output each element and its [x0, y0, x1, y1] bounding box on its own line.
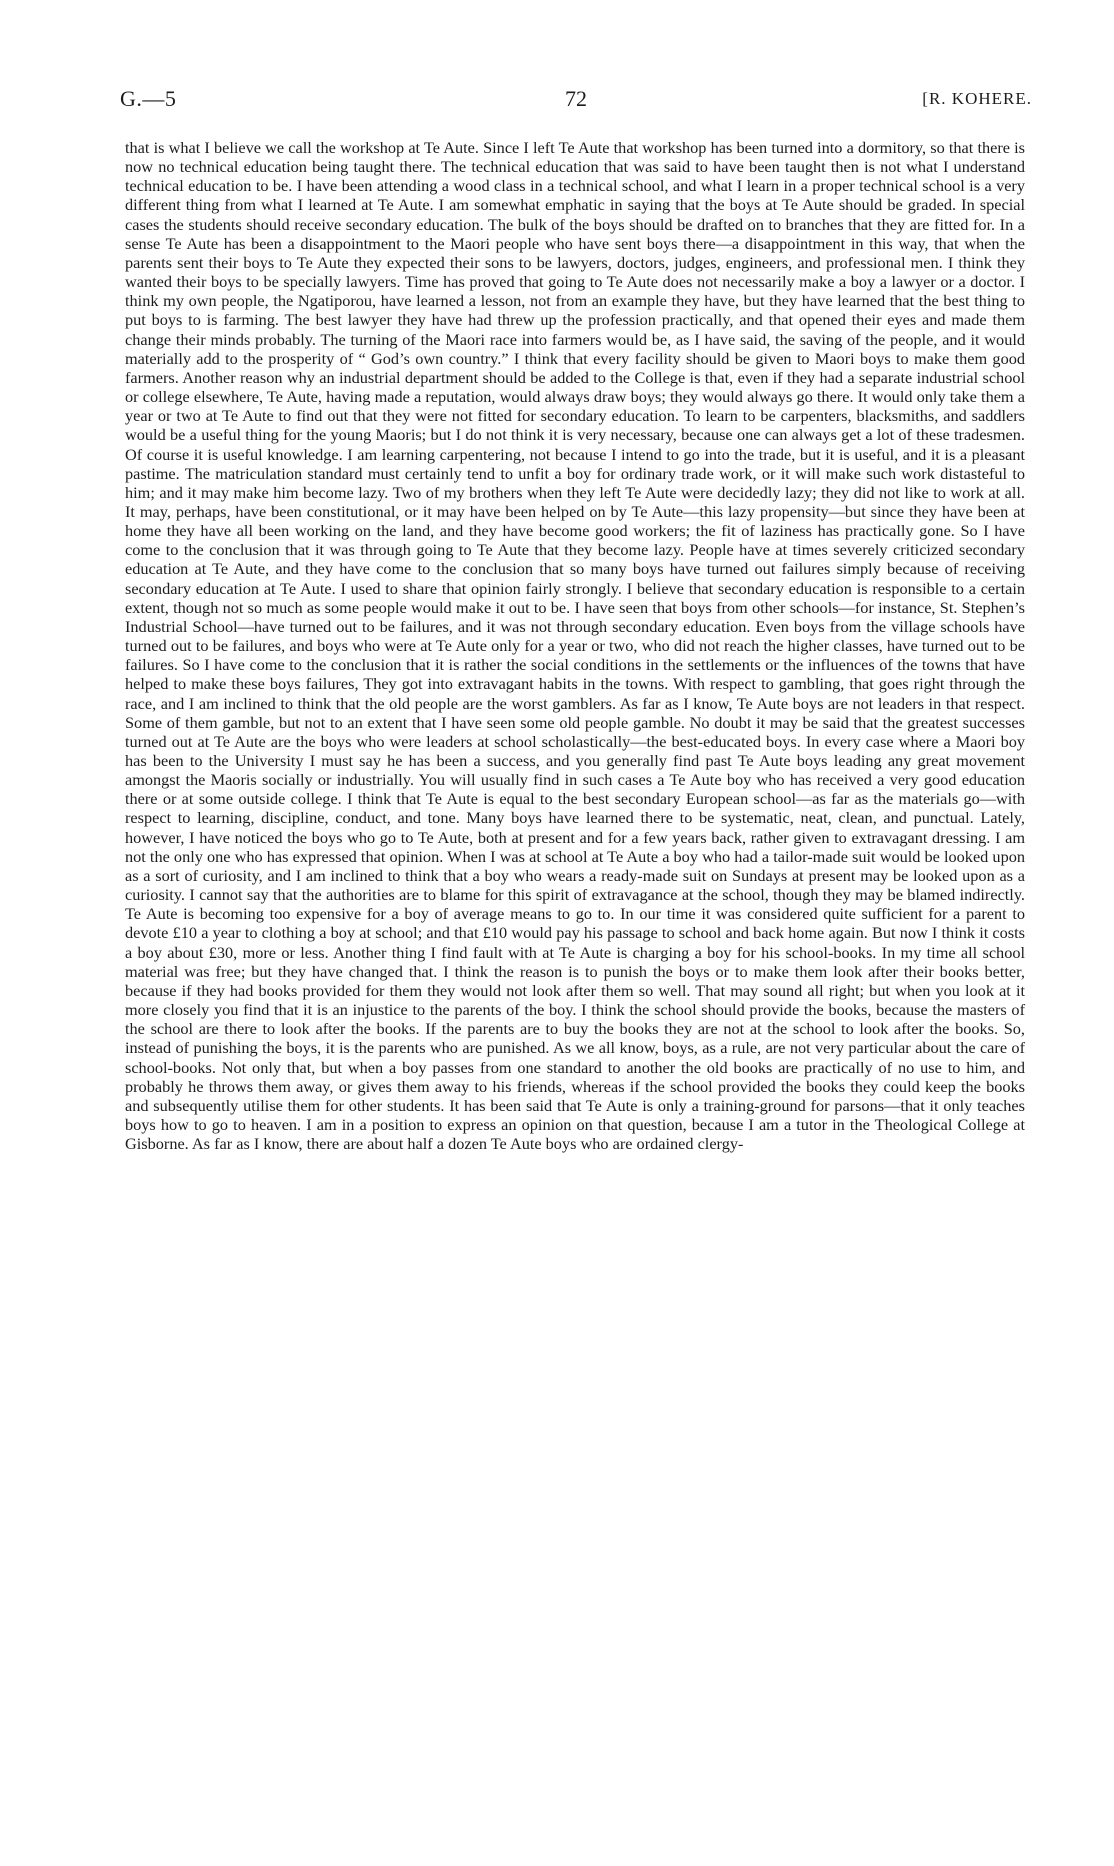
page-number: 72: [565, 86, 587, 111]
document-reference: G.—5: [120, 86, 177, 111]
speaker-reference: [R. KOHERE.: [922, 89, 1032, 108]
body-paragraph: that is what I believe we call the workshop at Te Aute. Since I left Te Aute that workshop has been turned into a dormitory, so that there is now no technical education being taught there. The technical education that was said to have been taught then is not what I understand technical education to be. I have been attending a wood class in a technical school, and what I learn in a proper technical school is a very different thing from what I learned at Te Aute. I am somewhat emphatic in saying that the boys at Te Aute should be graded. In special cases the students should receive secondary education. The bulk of the boys should be drafted on to branches that they are fitted for. In a sense Te Aute has been a disappointment to the Maori people who have sent boys there—a disappointment in this way, that when the parents sent their boys to Te Aute they expected their sons to be lawyers, doctors, judges, engineers, and professional men. I think they wanted their boys to be specially lawyers. Time has proved that going to Te Aute does not necessarily make a boy a lawyer or a doctor. I think my own people, the Ngatiporou, have learned a lesson, not from an example they have, but they have learned that the best thing to put boys to is farming. The best lawyer they have had threw up the profession practically, and that opened their eyes and made them change their minds probably. The turning of the Maori race into farmers would be, as I have said, the saving of the people, and it would materially add to the prosperity of “ God’s own country.” I think that every facility should be given to Maori boys to make them good farmers. Another reason why an industrial department should be added to the College is that, even if they had a separate industrial school or college elsewhere, Te Aute, having made a reputation, would always draw boys; they would always go there. It would only take them a year or two at Te Aute to find out that they were not fitted for secondary education. To learn to be carpenters, blacksmiths, and saddlers would be a useful thing for the young Maoris; but I do not think it is very necessary, because one can always get a lot of these tradesmen. Of course it is useful knowledge. I am learning carpentering, not because I intend to go into the trade, but it is useful, and it is a pleasant pastime. The matriculation standard must certainly tend to unfit a boy for ordinary trade work, or it will make such work distasteful to him; and it may make him become lazy. Two of my brothers when they left Te Aute were decidedly lazy; they did not like to work at all. It may, perhaps, have been constitutional, or it may have been helped on by Te Aute—this lazy propensity—but since they have been at home they have all been working on the land, and they have become good workers; the fit of laziness has practically gone. So I have come to the conclusion that it was through going to Te Aute that they become lazy. People have at times severely criticized secondary education at Te Aute, and they have come to the conclusion that so many boys have turned out failures simply because of receiving secondary education at Te Aute. I used to share that opinion fairly strongly. I believe that secondary education is responsible to a certain extent, though not so much as some people would make it out to be. I have seen that boys from other schools—for instance, St. Stephen’s Industrial School—have turned out to be failures, and it was not through secondary education. Even boys from the village schools have turned out to be failures, and boys who were at Te Aute only for a year or two, who did not reach the higher classes, have turned out to be failures. So I have come to the conclusion that it is rather the social conditions in the settlements or the influences of the towns that have helped to make these boys failures, They got into extravagant habits in the towns. With respect to gambling, that goes right through the race, and I am inclined to think that the old people are the worst gamblers. As far as I know, Te Aute boys are not leaders in that respect. Some of them gamble, but not to an extent that I have seen some old people gamble. No doubt it may be said that the greatest successes turned out at Te Aute are the boys who were leaders at school scholastically—the best-educated boys. In every case where a Maori boy has been to the University I must say he has been a success, and you generally find past Te Aute boys leading any great movement amongst the Maoris socially or industrially. You will usually find in such cases a Te Aute boy who has received a very good education there or at some outside college. I think that Te Aute is equal to the best secondary European school—as far as the materials go—with respect to learning, discipline, conduct, and tone. Many boys have learned there to be systematic, neat, clean, and punctual. Lately, however, I have noticed the boys who go to Te Aute, both at present and for a few years back, rather given to extravagant dressing. I am not the only one who has expressed that opinion. When I was at school at Te Aute a boy who had a tailor-made suit would be looked upon as a sort of curiosity, and I am inclined to think that a boy who wears a ready-made suit on Sundays at present may be looked upon as a curiosity. I cannot say that the authorities are to blame for this spirit of extravagance at the school, though they may be blamed indirectly. Te Aute is becoming too expensive for a boy of average means to go to. In our time it was considered quite sufficient for a parent to devote £10 a year to clothing a boy at school; and that £10 would pay his passage to school and back home again. But now I think it costs a boy about £30, more or less. Another thing I find fault with at Te Aute is charging a boy for his school-books. In my time all school material was free; but they have changed that. I think the reason is to punish the boys or to make them look after their books better, because if they had books provided for them they would not look after them so well. That may sound all right; but when you look at it more closely you find that it is an injustice to the parents of the boy. I think the school should provide the books, because the masters of the school are there to look after the books. If the parents are to buy the books they are not at the school to look after the books. So, instead of punishing the boys, it is the parents who are punished. As we all know, boys, as a rule, are not very particular about the care of school-books. Not only that, but when a boy passes from one standard to another the old books are practically of no use to him, and probably he throws them away, or gives them away to his friends, whereas if the school provided the books they could keep the books and subsequently utilise them for other students. It has been said that Te Aute is only a training-ground for parsons—that it only teaches boys how to go to heaven. I am in a position to express an opinion on that question, because I am a tutor in the Theological College at Gisborne. As far as I know, there are about half a dozen Te Aute boys who are ordained clergy-: [125, 138, 1025, 1154]
page-header: [120, 84, 1032, 114]
